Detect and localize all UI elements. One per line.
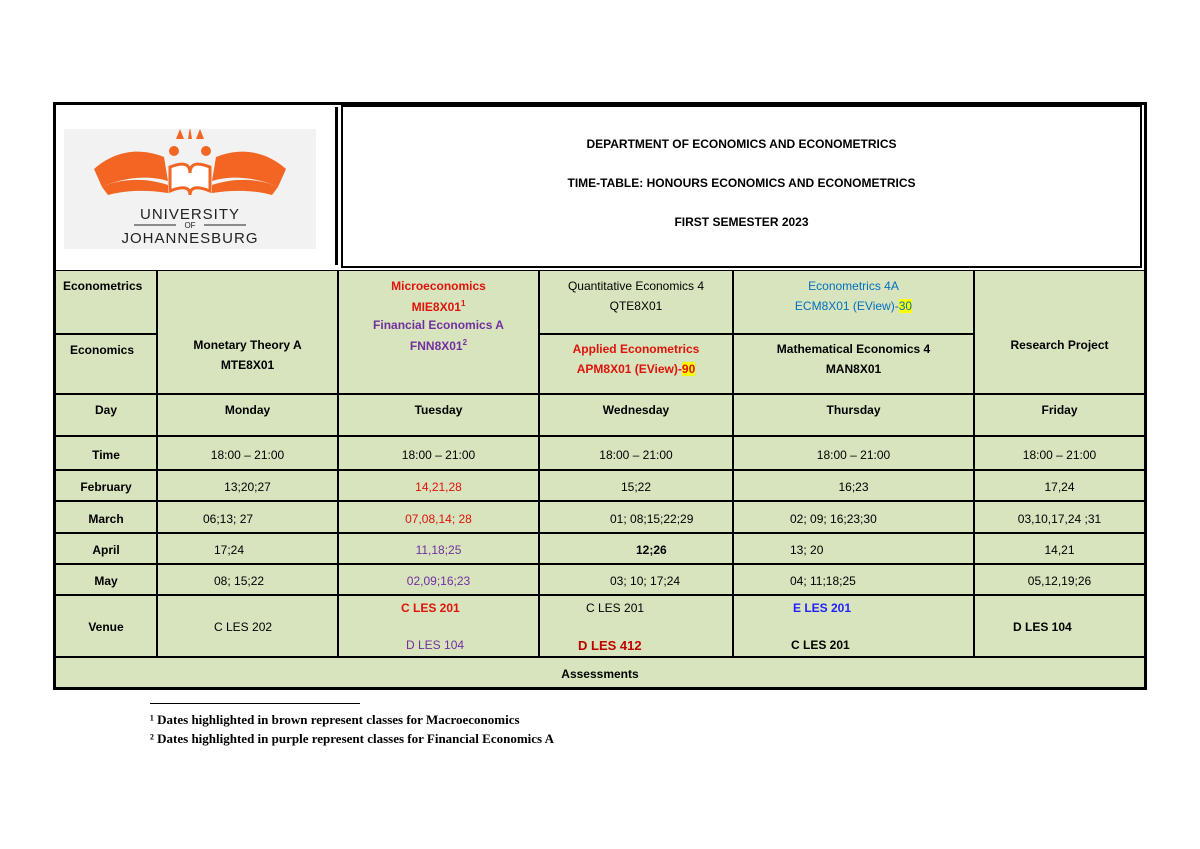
tuesday-course1-name: Microeconomics bbox=[391, 279, 486, 293]
row-label-may: May bbox=[55, 564, 157, 595]
tuesday-course2-name: Financial Economics A bbox=[373, 318, 504, 332]
timetable-grid bbox=[55, 270, 1145, 688]
wednesday-time: 18:00 – 21:00 bbox=[539, 436, 733, 470]
logo-emblem-icon bbox=[64, 129, 316, 249]
timetable-title: TIME-TABLE: HONOURS ECONOMICS AND ECONOMETRICS bbox=[567, 176, 916, 190]
tuesday-day-label: Tuesday bbox=[338, 394, 539, 436]
wednesday-course2-cell bbox=[539, 334, 733, 394]
wednesday-venue2: D LES 412 bbox=[578, 638, 642, 653]
tuesday-may: 02,09;16;23 bbox=[338, 564, 539, 595]
friday-february: 17,24 bbox=[974, 470, 1145, 501]
wednesday-venue-cell bbox=[539, 595, 733, 657]
row-label-february: February bbox=[55, 470, 157, 501]
logo-text-johannesburg: JOHANNESBURG bbox=[121, 230, 259, 247]
tuesday-venue-cell bbox=[338, 595, 539, 657]
friday-april: 14,21 bbox=[974, 533, 1145, 564]
row-label-venue: Venue bbox=[55, 595, 157, 657]
tuesday-course-cell bbox=[338, 270, 539, 394]
assessments-row: Assessments bbox=[55, 657, 1145, 688]
wednesday-april: 12;26 bbox=[539, 533, 733, 564]
thursday-venue2: C LES 201 bbox=[791, 638, 850, 652]
thursday-course2-cell bbox=[733, 334, 974, 394]
logo-area bbox=[58, 107, 338, 265]
row-label-april: April bbox=[55, 533, 157, 564]
title-box bbox=[341, 105, 1142, 268]
monday-venue: C LES 202 bbox=[157, 595, 338, 657]
monday-day-label: Monday bbox=[157, 394, 338, 436]
thursday-may: 04; 11;18;25 bbox=[733, 564, 974, 595]
thursday-course1-name: Econometrics 4A bbox=[808, 279, 899, 293]
department-title: DEPARTMENT OF ECONOMICS AND ECONOMETRICS bbox=[586, 137, 897, 151]
semester-title: FIRST SEMESTER 2023 bbox=[674, 215, 809, 229]
footnote-1: ¹ Dates highlighted in brown represent classes for Macroeconomics bbox=[150, 712, 520, 727]
monday-february: 13;20;27 bbox=[157, 470, 338, 501]
wednesday-february: 15;22 bbox=[539, 470, 733, 501]
thursday-time: 18:00 – 21:00 bbox=[733, 436, 974, 470]
wednesday-course2-code: APM8X01 (EView)-90 bbox=[576, 362, 696, 376]
tuesday-february: 14,21,28 bbox=[338, 470, 539, 501]
monday-may: 08; 15;22 bbox=[157, 564, 338, 595]
monday-march: 06;13; 27 bbox=[157, 501, 338, 533]
thursday-course2-name: Mathematical Economics 4 bbox=[776, 342, 931, 356]
footnote-2: ² Dates highlighted in purple represent classes for Financial Economics A bbox=[150, 731, 555, 746]
row-label-time: Time bbox=[55, 436, 157, 470]
monday-course-name: Monetary Theory A bbox=[193, 338, 302, 352]
thursday-march: 02; 09; 16;23;30 bbox=[733, 501, 974, 533]
wednesday-day-label: Wednesday bbox=[539, 394, 733, 436]
row-label-econometrics-cell bbox=[55, 270, 157, 334]
friday-day-label: Friday bbox=[974, 394, 1145, 436]
friday-venue: D LES 104 bbox=[974, 595, 1145, 657]
wednesday-may: 03; 10; 17;24 bbox=[539, 564, 733, 595]
footnote-divider bbox=[150, 703, 360, 704]
thursday-venue1: E LES 201 bbox=[793, 601, 852, 615]
wednesday-march: 01; 08;15;22;29 bbox=[539, 501, 733, 533]
thursday-course2-code: MAN8X01 bbox=[825, 362, 882, 376]
monday-course-code: MTE8X01 bbox=[220, 358, 275, 372]
tuesday-venue1: C LES 201 bbox=[401, 601, 460, 615]
logo-text-of: OF bbox=[184, 221, 196, 230]
thursday-april: 13; 20 bbox=[733, 533, 974, 564]
university-logo bbox=[64, 129, 316, 249]
friday-time: 18:00 – 21:00 bbox=[974, 436, 1145, 470]
tuesday-course1-code: $MIE8X01^1$ bbox=[411, 299, 466, 314]
thursday-course1-cell bbox=[733, 270, 974, 334]
logo-text-university: UNIVERSITY bbox=[139, 206, 241, 223]
friday-march: 03,10,17,24 ;31 bbox=[974, 501, 1145, 533]
friday-course-cell bbox=[974, 270, 1145, 394]
monday-course-cell bbox=[157, 270, 338, 394]
tuesday-april: 11,18;25 bbox=[338, 533, 539, 564]
thursday-course1-code: ECM8X01 (EView)-30 bbox=[794, 299, 913, 313]
monday-time: 18:00 – 21:00 bbox=[157, 436, 338, 470]
tuesday-venue2: D LES 104 bbox=[406, 638, 465, 652]
row-label-march: March bbox=[55, 501, 157, 533]
tuesday-course2-code: $FNN8X01^2$ bbox=[409, 338, 468, 353]
wednesday-course1-name: Quantitative Economics 4 bbox=[567, 279, 705, 293]
thursday-venue-cell bbox=[733, 595, 974, 657]
tuesday-march: 07,08,14; 28 bbox=[338, 501, 539, 533]
monday-april: 17;24 bbox=[157, 533, 338, 564]
friday-may: 05,12,19;26 bbox=[974, 564, 1145, 595]
wednesday-venue1: C LES 201 bbox=[586, 601, 645, 615]
wednesday-course2-name: Applied Econometrics bbox=[572, 342, 700, 356]
tuesday-time: 18:00 – 21:00 bbox=[338, 436, 539, 470]
thursday-day-label: Thursday bbox=[733, 394, 974, 436]
row-label-economics: Economics bbox=[70, 343, 135, 357]
row-label-econometrics: Econometrics bbox=[63, 279, 143, 293]
wednesday-course1-code: QTE8X01 bbox=[609, 299, 663, 313]
row-label-economics-cell bbox=[55, 334, 157, 394]
wednesday-course1-cell bbox=[539, 270, 733, 334]
friday-course-name: Research Project bbox=[1010, 338, 1109, 352]
thursday-february: 16;23 bbox=[733, 470, 974, 501]
row-label-day: Day bbox=[55, 394, 157, 436]
